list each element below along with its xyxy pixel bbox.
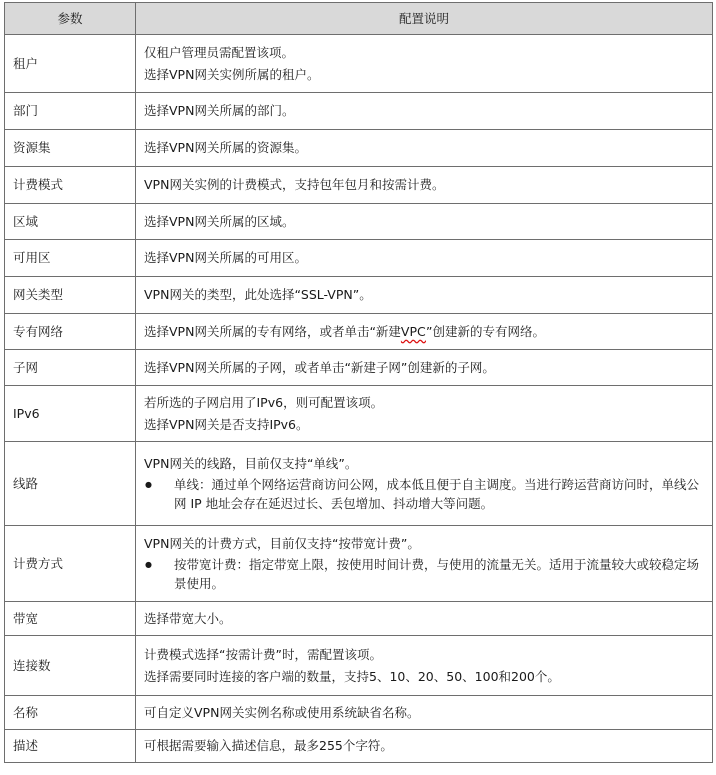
param-desc xyxy=(136,35,713,93)
param-desc xyxy=(136,167,713,204)
param-desc xyxy=(136,240,713,277)
param-desc xyxy=(136,526,713,602)
table-row xyxy=(5,730,713,763)
param-name: 名称 xyxy=(5,696,136,730)
bullet-list xyxy=(144,555,712,593)
param-name: 部门 xyxy=(5,93,136,130)
desc-line: 可自定义VPN网关实例名称或使用系统缺省名称。 xyxy=(144,704,420,720)
desc-line: 选择需要同时连接的客户端的数量，支持5、10、20、50、100和200个。 xyxy=(144,668,560,684)
desc-line: 选择VPN网关所属的区域。 xyxy=(144,213,295,229)
param-desc xyxy=(136,442,713,526)
desc-line: 可根据需要输入描述信息，最多255个字符。 xyxy=(144,738,393,753)
table-row xyxy=(5,35,713,93)
param-desc xyxy=(136,314,713,350)
param-name: 子网 xyxy=(5,350,136,386)
table-row xyxy=(5,696,713,730)
param-name: 资源集 xyxy=(5,130,136,167)
desc-text: 选择VPN网关所属的专有网络，或者单击“新建 xyxy=(144,323,401,339)
desc-line: 选择VPN网关所属的资源集。 xyxy=(144,140,307,155)
desc-line: 选择VPN网关所属的子网，或者单击“新建子网”创建新的子网。 xyxy=(144,359,495,375)
desc-line: 选择VPN网关实例所属的租户。 xyxy=(144,66,320,82)
param-name: 连接数 xyxy=(5,636,136,696)
table-row xyxy=(5,167,713,204)
desc-line: VPN网关实例的计费模式，支持包年包月和按需计费。 xyxy=(144,177,445,192)
desc-line: 若所选的子网启用了IPv6，则可配置该项。 xyxy=(144,394,384,410)
param-desc xyxy=(136,350,713,386)
desc-line: VPN网关的线路，目前仅支持“单线”。 xyxy=(144,456,358,471)
param-desc xyxy=(136,602,713,636)
table-row xyxy=(5,130,713,167)
param-desc xyxy=(136,696,713,730)
bullet-list xyxy=(144,475,712,513)
param-desc xyxy=(136,386,713,442)
param-name: 描述 xyxy=(5,730,136,763)
param-name: 网关类型 xyxy=(5,277,136,314)
desc-text: ”创建新的专有网络。 xyxy=(425,323,545,339)
desc-line: 选择VPN网关是否支持IPv6。 xyxy=(144,416,309,432)
param-name: 计费模式 xyxy=(5,167,136,204)
table-row xyxy=(5,314,713,350)
table-row xyxy=(5,442,713,526)
param-desc xyxy=(136,730,713,763)
header-param: 参数 xyxy=(5,3,136,35)
bullet-item: ● 按带宽计费：指定带宽上限，按使用时间计费，与使用的流量无关。适用于流量较大或较稳定场景使用。 xyxy=(144,555,712,593)
desc-line: 选择VPN网关所属的可用区。 xyxy=(144,250,307,265)
param-name: IPv6 xyxy=(5,386,136,442)
param-name: 可用区 xyxy=(5,240,136,277)
param-name: 计费方式 xyxy=(5,526,136,602)
desc-line: 仅租户管理员需配置该项。 xyxy=(144,44,295,60)
vpc-term: VPC xyxy=(400,323,426,339)
table-row xyxy=(5,93,713,130)
table-row xyxy=(5,386,713,442)
param-desc xyxy=(136,204,713,240)
desc-line: VPN网关的类型，此处选择“SSL-VPN”。 xyxy=(144,287,372,302)
param-name: 专有网络 xyxy=(5,314,136,350)
param-name: 区域 xyxy=(5,204,136,240)
table-row xyxy=(5,204,713,240)
param-desc xyxy=(136,130,713,167)
param-name: 租户 xyxy=(5,35,136,93)
desc-line: 计费模式选择“按需计费”时，需配置该项。 xyxy=(144,646,382,662)
header-desc: 配置说明 xyxy=(136,3,713,35)
param-desc xyxy=(136,277,713,314)
desc-line: 选择VPN网关所属的部门。 xyxy=(144,103,295,118)
config-parameter-table xyxy=(4,2,713,763)
table-row xyxy=(5,636,713,696)
table-row xyxy=(5,602,713,636)
table-row xyxy=(5,277,713,314)
table-row xyxy=(5,526,713,602)
desc-line xyxy=(144,322,712,342)
desc-line: VPN网关的计费方式，目前仅支持“按带宽计费”。 xyxy=(144,536,420,551)
bullet-item: ● 单线：通过单个网络运营商访问公网，成本低且便于自主调度。当进行跨运营商访问时，单线公网 IP 地址会存在延迟过长、丢包增加、抖动增大等问题。 xyxy=(144,475,712,513)
table-row xyxy=(5,240,713,277)
param-name: 线路 xyxy=(5,442,136,526)
desc-line: 选择带宽大小。 xyxy=(144,610,232,626)
table-row xyxy=(5,350,713,386)
param-desc xyxy=(136,636,713,696)
table-header-row xyxy=(5,3,713,35)
param-name: 带宽 xyxy=(5,602,136,636)
param-desc xyxy=(136,93,713,130)
